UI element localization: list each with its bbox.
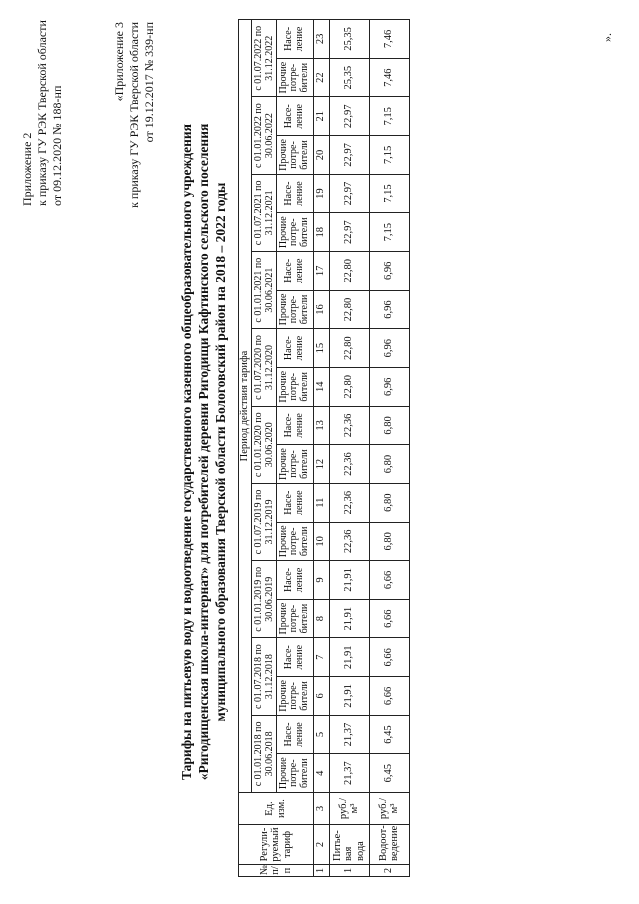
tariff-value-cell: 6,45 — [369, 754, 409, 793]
table-row — [369, 20, 409, 877]
column-number: 4 — [313, 754, 329, 793]
column-number: 1 — [313, 865, 329, 877]
header-row-period — [239, 20, 252, 877]
tariff-value-cell: 6,80 — [369, 522, 409, 561]
tariff-value-cell: 6,96 — [369, 367, 409, 406]
tariff-value-cell: 25,35 — [329, 20, 369, 59]
title-line-1: Тарифы на питьевую воду и водоотведение государственного казенного общеобразовательного учреждения — [179, 124, 194, 780]
group-population: Насе-ление — [276, 406, 313, 445]
title-line-3: муниципального образования Тверской области Бологовский район на 2018 – 2022 годы — [213, 182, 228, 722]
group-population: Насе-ление — [276, 174, 313, 213]
column-number: 9 — [313, 561, 329, 600]
period-date-range: с 01.01.2022 по 30.06.2022 — [251, 97, 276, 174]
group-other-consumers: Прочие потре-бители — [276, 213, 313, 252]
header-unit: Ед. изм. — [239, 793, 314, 825]
group-other-consumers: Прочие потре-бители — [276, 677, 313, 716]
tariff-value-cell: 22,97 — [329, 97, 369, 136]
tariff-value-cell: 6,45 — [369, 715, 409, 754]
row-tariff-name: Водоот-ведение — [369, 825, 409, 865]
column-number: 15 — [313, 329, 329, 368]
row-tariff-name: Питье-вая вода — [329, 825, 369, 865]
tariff-value-cell: 6,96 — [369, 329, 409, 368]
column-number: 2 — [313, 825, 329, 865]
tariff-value-cell: 6,66 — [369, 599, 409, 638]
column-number: 14 — [313, 367, 329, 406]
column-number: 18 — [313, 213, 329, 252]
reference-header-line-3: от 19.12.2017 № 339-нп — [142, 22, 156, 143]
row-number: 2 — [369, 865, 409, 877]
tariff-value-cell: 7,46 — [369, 20, 409, 59]
column-number: 3 — [313, 793, 329, 825]
tariff-value-cell: 6,80 — [369, 445, 409, 484]
tariff-value-cell: 22,80 — [329, 252, 369, 291]
header-row-groups — [276, 20, 313, 877]
period-date-range: с 01.07.2021 по 31.12.2021 — [251, 174, 276, 251]
row-unit: руб./м³ — [329, 793, 369, 825]
period-date-range: с 01.07.2018 по 31.12.2018 — [251, 638, 276, 715]
table-row — [329, 20, 369, 877]
reference-header — [112, 22, 157, 232]
appendix-header-line-2: к приказу ГУ РЭК Тверской области — [35, 20, 49, 206]
tariff-value-cell: 6,80 — [369, 483, 409, 522]
group-other-consumers: Прочие потре-бители — [276, 136, 313, 175]
header-tariff: Регули-руемый тариф — [239, 825, 314, 865]
column-number: 6 — [313, 677, 329, 716]
period-date-range: с 01.01.2018 по 30.06.2018 — [251, 715, 276, 792]
tariff-value-cell: 22,80 — [329, 367, 369, 406]
column-number: 21 — [313, 97, 329, 136]
column-number: 19 — [313, 174, 329, 213]
tariff-value-cell: 22,97 — [329, 213, 369, 252]
column-number: 22 — [313, 58, 329, 97]
header-row-column-numbers — [313, 20, 329, 877]
group-other-consumers: Прочие потре-бители — [276, 58, 313, 97]
period-date-range: с 01.01.2020 по 30.06.2020 — [251, 406, 276, 483]
tariff-value-cell: 21,37 — [329, 715, 369, 754]
group-population: Насе-ление — [276, 561, 313, 600]
group-other-consumers: Прочие потре-бители — [276, 367, 313, 406]
tariff-value-cell: 7,15 — [369, 97, 409, 136]
period-date-range: с 01.01.2019 по 30.06.2019 — [251, 561, 276, 638]
group-other-consumers: Прочие потре-бители — [276, 599, 313, 638]
tariff-value-cell: 21,37 — [329, 754, 369, 793]
tariff-value-cell: 6,96 — [369, 290, 409, 329]
reference-header-line-2: к приказу ГУ РЭК Тверской области — [127, 22, 141, 208]
appendix-header — [20, 16, 65, 206]
tariff-value-cell: 22,36 — [329, 445, 369, 484]
tariff-table — [238, 19, 410, 877]
group-population: Насе-ление — [276, 20, 313, 59]
group-population: Насе-ление — [276, 638, 313, 677]
tariff-value-cell: 7,15 — [369, 174, 409, 213]
tariff-value-cell: 25,35 — [329, 58, 369, 97]
tariff-value-cell: 22,36 — [329, 522, 369, 561]
column-number: 11 — [313, 483, 329, 522]
tariff-value-cell: 21,91 — [329, 561, 369, 600]
row-number: 1 — [329, 865, 369, 877]
period-date-range: с 01.07.2022 по 31.12.2022 — [251, 20, 276, 97]
document-title — [178, 0, 229, 904]
header-row-dates — [251, 20, 276, 877]
period-date-range: с 01.07.2020 по 31.12.2020 — [251, 329, 276, 406]
header-number: № п/ п — [239, 865, 314, 877]
tariff-value-cell: 7,15 — [369, 136, 409, 175]
group-other-consumers: Прочие потре-бители — [276, 290, 313, 329]
column-number: 12 — [313, 445, 329, 484]
tariff-value-cell: 22,36 — [329, 483, 369, 522]
tariff-value-cell: 21,91 — [329, 677, 369, 716]
header-period: Период действия тарифа — [239, 20, 252, 793]
group-population: Насе-ление — [276, 483, 313, 522]
tariff-table-body — [239, 20, 410, 877]
group-population: Насе-ление — [276, 252, 313, 291]
tariff-value-cell: 6,80 — [369, 406, 409, 445]
group-population: Насе-ление — [276, 329, 313, 368]
tariff-value-cell: 22,80 — [329, 329, 369, 368]
tariff-value-cell: 22,80 — [329, 290, 369, 329]
tariff-value-cell: 21,91 — [329, 599, 369, 638]
row-unit: руб./м³ — [369, 793, 409, 825]
appendix-header-line-1: Приложение 2 — [20, 132, 34, 206]
tariff-value-cell: 6,66 — [369, 561, 409, 600]
column-number: 16 — [313, 290, 329, 329]
column-number: 10 — [313, 522, 329, 561]
group-other-consumers: Прочие потре-бители — [276, 754, 313, 793]
column-number: 17 — [313, 252, 329, 291]
column-number: 23 — [313, 20, 329, 59]
reference-header-line-1: «Приложение 3 — [112, 22, 126, 102]
tariff-value-cell: 22,97 — [329, 174, 369, 213]
column-number: 7 — [313, 638, 329, 677]
period-date-range: с 01.07.2019 по 31.12.2019 — [251, 483, 276, 560]
tariff-value-cell: 6,66 — [369, 677, 409, 716]
tariff-value-cell: 7,15 — [369, 213, 409, 252]
group-population: Насе-ление — [276, 97, 313, 136]
group-other-consumers: Прочие потре-бители — [276, 445, 313, 484]
column-number: 20 — [313, 136, 329, 175]
group-other-consumers: Прочие потре-бители — [276, 522, 313, 561]
closing-quote: ». — [600, 33, 614, 42]
tariff-value-cell: 6,66 — [369, 638, 409, 677]
tariff-value-cell: 22,97 — [329, 136, 369, 175]
column-number: 5 — [313, 715, 329, 754]
tariff-value-cell: 22,36 — [329, 406, 369, 445]
tariff-value-cell: 21,91 — [329, 638, 369, 677]
appendix-header-line-3: от 09.12.2020 № 188-нп — [50, 85, 64, 206]
title-line-2: «Ригодищенская школа-интернат» для потребителей деревни Ригодищи Кафтинского сельского поселения — [196, 123, 211, 781]
tariff-value-cell: 6,96 — [369, 252, 409, 291]
column-number: 8 — [313, 599, 329, 638]
tariff-value-cell: 7,46 — [369, 58, 409, 97]
period-date-range: с 01.01.2021 по 30.06.2021 — [251, 252, 276, 329]
column-number: 13 — [313, 406, 329, 445]
group-population: Насе-ление — [276, 715, 313, 754]
